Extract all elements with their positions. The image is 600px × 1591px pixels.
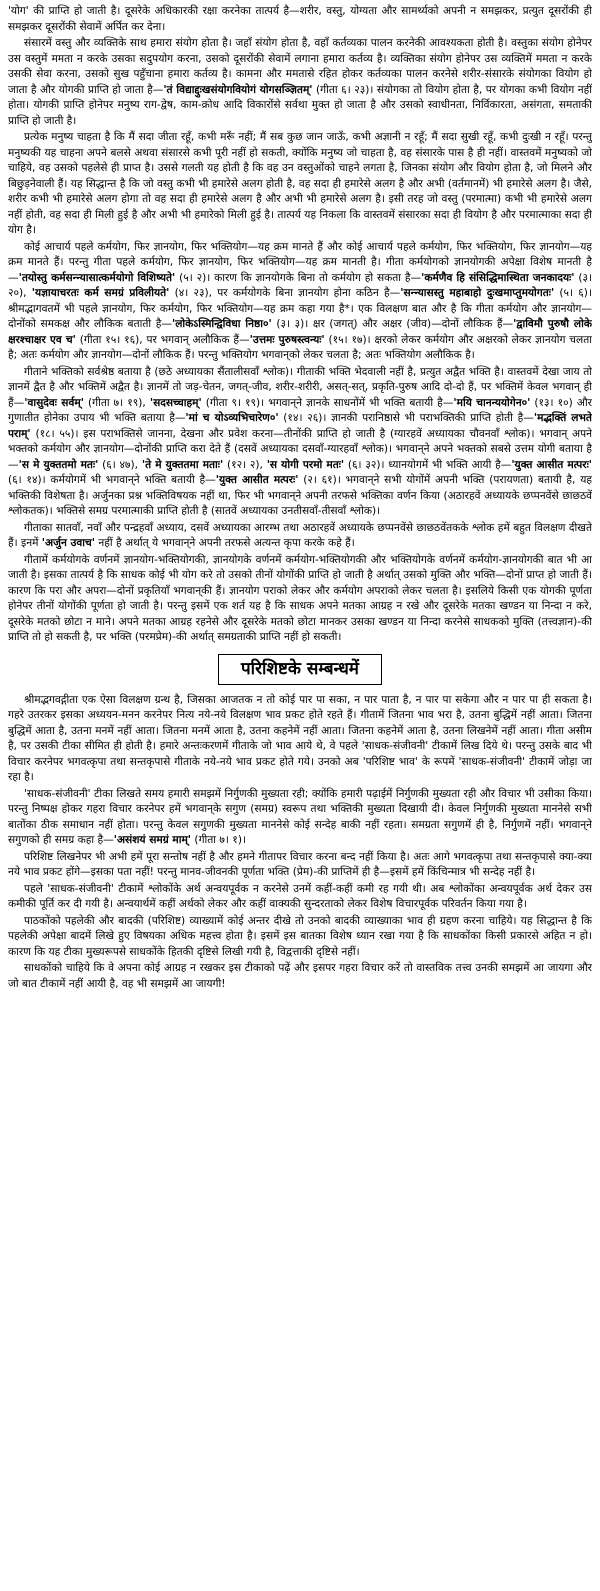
quoted-verse: 'सन्न्यासस्तु महाबाहो दुःखमाप्तुमयोगतः': [400, 287, 555, 299]
paragraph: [8, 693, 592, 786]
paragraph: [8, 787, 592, 849]
quoted-verse: 'युक्त आसीत मत्परः': [215, 474, 299, 486]
text-run: 'साधक-संजीवनी' टीका लिखते समय हमारी समझमें निर्गुणकी मुख्यता रही; क्योंकि हमारी पढ़ाईमें निर्गुणकी मुख्यता रही और विचार भी उसीका किया। परन्तु निष्पक्ष होकर गहरा विचार करनेपर हमें भगवान्‌के सगुण (समग्र) स्वरूप तथा भक्तिकी मुख्यता दिखायी दी। केवल निर्गुणकी मुख्यता माननेसे सभी बातोंका ठीक समाधान नहीं होता। परन्तु केवल सगुणकी मुख्यता माननेसे कोई सन्देह बाकी नहीं रहता। समग्रता सगुणमें ही है, निर्गुणमें नहीं। भगवान्‌ने सगुणको ही समग्र कहा है—: [8, 787, 592, 846]
paragraph: [8, 914, 592, 961]
section-parishisht: [8, 693, 592, 993]
document-page: [8, 4, 592, 1591]
text-run: (गीता १५। १६), पर भगवान् अलौकिक हैं—: [75, 333, 250, 346]
text-run: संसारमें वस्तु और व्यक्तिके साथ हमारा संयोग होता है। जहाँ संयोग होता है, वहाँ कर्तव्यका पालन करनेकी आवश्यकता होती है। वस्तुका संयोग होनेपर उस वस्तुमें ममता न करके उसका सदुपयोग करना, उसको दूसरोंकी सेवामें लगाना हमारा कर्तव्य है। व्यक्तिका संयोग होनेपर उस व्यक्तिमें ममता न करके उसकी सेवा करना, उसको सुख पहुँचाना हमारा कर्तव्य है। कामना और ममतासे रहित होकर कर्तव्यका पालन करनेसे शरीर-संसारके संयोगका वियोग हो जाता है और योगकी प्राप्ति हो जाता है—: [8, 37, 592, 96]
text-run: (गीता ७। १)।: [191, 834, 246, 846]
quoted-verse: 'उत्तमः पुरुषस्त्वन्यः': [249, 333, 325, 346]
text-run: गीतामें कर्मयोगके वर्णनमें ज्ञानयोग-भक्तियोगकी, ज्ञानयोगके वर्णनमें कर्मयोग-भक्तियोगकी और भक्तियोगके वर्णनमें कर्मयोग-ज्ञानयोगकी बात भी आ जाती है। इसका तात्पर्य है कि साधक कोई भी योग करे तो उसको तीनों योगोंकी प्राप्ति हो जाती है अर्थात् उसको मुक्ति और भक्ति—दोनों प्राप्त हो जाती हैं। कारण कि परा और अपरा—दोनों प्रकृतियाँ भगवान्‌की हैं। ज्ञानयोग पराको लेकर और कर्मयोग अपराको लेकर चलता है। इसलिये किसी एक योगकी पूर्णता होनेपर तीनों योगोंकी पूर्णता हो जाती है। परन्तु इसमें एक शर्त यह है कि साधक अपने मतका आग्रह न रखे और दूसरेके मतका खण्डन या निन्दा न करे, दूसरेके मतको छोटा न माने। अपने मतका आग्रह रहनेसे और दूसरेके मतको छोटा मानकर उसका खण्डन या निन्दा करनेसे साधकको मुक्ति (तत्त्वज्ञान)-की प्राप्ति तो हो सकती है, पर भक्ति (परमप्रेम)-की अर्थात् समग्रताकी प्राप्ति नहीं हो सकती।: [8, 553, 592, 643]
quoted-verse: 'ते मे युक्ततमा मताः': [141, 458, 224, 471]
paragraph: [8, 521, 592, 552]
text-run: (३। ३)। क्षर (जगत्) और अक्षर (जीव)—दोनों लौकिक हैं—: [271, 318, 514, 330]
text-run: (१४। २६)। ज्ञानकी परानिष्ठासे भी पराभक्तिकी प्राप्ति होती है—: [278, 412, 534, 424]
quoted-verse: 'तं विद्याद्दुःखसंयोगवियोगं योगसञ्ज्ञितम्': [163, 83, 313, 96]
paragraph: [8, 553, 592, 646]
quoted-verse: 'वासुदेवः सर्वम्': [24, 396, 84, 409]
text-run: (५। ६)। श्रीमद्भागवतमें भी पहले ज्ञानयोग, फिर कर्मयोग, फिर भक्तियोग—यह क्रम कहा गया है*। एक विलक्षण बात और है कि गीता कर्मयोग और ज्ञानयोग—दोनोंको समकक्ष और लौकिक बताती है—: [8, 287, 592, 330]
text-run: (२। ६१)। भगवान्‌ने सभी योगोंमें अपनी भक्ति (परायणता) बतायी है, यह भक्तिकी विशेषता है। अर्जुनका प्रश्न भक्तिविषयक नहीं था, फिर भी भगवान्‌ने अपनी तरफसे भक्तिका वर्णन किया (अठारहवें अध्यायके छप्पनवेंसे छाछठवें श्लोकतक)। भक्तिसे समग्र परमात्माकी प्राप्ति होती है (सातवें अध्यायका उनतीसवाँ-तीसवाँ श्लोक)।: [8, 474, 592, 517]
quoted-verse: 'मां च योऽव्यभिचारेण०': [185, 412, 279, 424]
paragraph: [8, 130, 592, 239]
text-run: परिशिष्ट लिखनेपर भी अभी हमें पूरा सन्तोष नहीं है और हमने गीतापर विचार करना बन्द नहीं किया है। अतः आगे भगवत्कृपा तथा सन्तकृपासे क्या-क्या नये भाव प्रकट होंगे—इसका पता नहीं! परन्तु मानव-जीवनकी पूर्णता भक्ति (प्रेम)-की प्राप्तिमें ही है—इसमें हमें किंचिन्मात्र भी सन्देह नहीं है।: [8, 850, 592, 878]
quoted-verse: 'अर्जुन उवाच': [41, 537, 95, 549]
quoted-verse: 'मद्भक्तिं लभते पराम्': [8, 412, 592, 440]
text-run: (१५। १७)। क्षरको लेकर कर्मयोग और अक्षरको लेकर ज्ञानयोग चलता है; अतः कर्मयोग और ज्ञानयोग—दोनों लौकिक हैं। परन्तु भक्तियोग भगवान्‌को लेकर चलता है; अतः भक्तियोग अलौकिक है।: [8, 333, 592, 361]
quoted-verse: 'असंशयं समग्रं माम्': [113, 834, 192, 846]
text-run: पाठकोंको पहलेकी और बादकी (परिशिष्ट) व्याख्यामें कोई अन्तर दीखे तो उनको बादकी व्याख्याका भाव ही ग्रहण करना चाहिये। यह सिद्धान्त है कि पहलेकी अपेक्षा बादमें लिखे हुए विषयका अधिक महत्त्व होता है। इसमें इस बातका विशेष ध्यान रखा गया है कि साधकोंका किसी प्रकारसे अहित न हो। कारण कि यह टीका मुख्यरूपसे साधकोंके हितकी दृष्टिसे लिखी गयी है, विद्वत्ताकी दृष्टिसे नहीं।: [8, 914, 592, 958]
quoted-verse: 'स मे युक्ततमो मतः': [18, 458, 99, 471]
text-run: (४। २३), पर कर्मयोगके बिना ज्ञानयोग होना कठिन है—: [169, 287, 401, 299]
paragraph: [8, 882, 592, 913]
text-run: (३। २०),: [8, 271, 592, 299]
quoted-verse: 'कर्मणैव हि संसिद्धिमास्थिता जनकादयः': [421, 271, 575, 284]
text-run: पहले 'साधक-संजीवनी' टीकामें श्लोकोंके अर्थ अन्वयपूर्वक न करनेसे उनमें कहीं-कहीं कमी रह गयी थी। अब श्लोकोंका अन्वयपूर्वक अर्थ देकर उस कमीकी पूर्ति कर दी गयी है। अन्वयार्थमें कहीं अर्थको लेकर और कहीं वाक्यकी सुन्दरताको लेकर विशेष विचारपूर्वक परिवर्तन किया गया है।: [8, 882, 592, 910]
paragraph: [8, 365, 592, 520]
text-run: (गीता ६। २३)। संयोगका तो वियोग होता है, पर योगका कभी वियोग नहीं होता। योगकी प्राप्ति होनेपर मनुष्य राग-द्वेष, काम-क्रोध आदि विकारोंसे सर्वथा मुक्त हो जाता है और उसको स्वाधीनता, निर्विकारता, असंगता, समताकी प्राप्ति हो जाती है।: [8, 83, 592, 127]
text-run: 'योग' की प्राप्ति हो जाती है। दूसरेके अधिकारकी रक्षा करनेका तात्पर्य है—शरीर, वस्तु, योग्यता और सामर्थ्यको अपनी न समझकर, प्रत्युत दूसरोंकी ही समझकर दूसरोंकी सेवामें अर्पित कर देना।: [8, 5, 592, 33]
quoted-verse: 'स योगी परमो मतः': [266, 458, 345, 471]
text-run: नहीं है अर्थात् ये भगवान्‌ने अपनी तरफसे अत्यन्त कृपा करके कहे हैं।: [94, 537, 355, 549]
quoted-verse: 'मयि चानन्ययोगेन०': [453, 396, 531, 409]
paragraph: [8, 36, 592, 129]
quoted-verse: 'सदसच्चाहम्': [149, 396, 202, 409]
quoted-verse: 'यज्ञायाचरतः कर्म समग्रं प्रविलीयते': [31, 287, 170, 299]
text-run: (६। ३२)। ध्यानयोगमें भी भक्ति आयी है—: [344, 458, 512, 471]
text-run: (गीता ९। १९)। भगवान्‌ने ज्ञानके साधनोंमें भी भक्ति बतायी है—: [201, 396, 454, 409]
text-run: (६। १४)। कर्मयोगमें भी भगवान्‌ने भक्ति बतायी है—: [8, 474, 216, 486]
paragraph: [8, 240, 592, 364]
text-run: (१८। ५५)। इस पराभक्तिसे जानना, देखना और प्रवेश करना—तीनोंकी प्राप्ति हो जाती है (ग्यारहवें अध्यायका चौवनवाँ श्लोक)। भगवान् अपने भक्तको कर्मयोग और ज्ञानयोग—दोनोंकी प्राप्ति करा देते हैं (दसवें अध्यायका दसवाँ-ग्यारहवाँ श्लोक)। भगवान्‌ने अपने भक्तको सबसे उत्तम योगी बताया है—: [8, 427, 592, 471]
section-heading: परिशिष्टके सम्बन्धमें: [218, 654, 382, 685]
quoted-verse: 'लोकेऽस्मिन्द्विविधा निष्ठा०': [171, 318, 272, 330]
section-gita-yoga: [8, 4, 592, 646]
text-run: प्रत्येक मनुष्य चाहता है कि मैं सदा जीता रहूँ, कभी मरूँ नहीं; मैं सब कुछ जान जाऊँ, कभी अज्ञानी न रहूँ; मैं सदा सुखी रहूँ, कभी दुःखी न रहूँ। परन्तु मनुष्यकी यह चाहना अपने बलसे अथवा संसारसे कभी पूरी नहीं हो सकती, क्योंकि मनुष्य जो चाहता है, वह संसारके पास है ही नहीं। वास्तवमें मनुष्यको जो चाहिये, वह उसको पहलेसे ही प्राप्त है। उससे गलती यह होती है कि वह उन वस्तुओंको चाहने लगता है, जिनका संयोग और वियोग होता है, जो मिलने और बिछुड़नेवाली हैं। यह सिद्धान्त है कि जो वस्तु कभी भी हमारेसे अलग होती है, वह सदा ही हमारेसे अलग है और अभी (वर्तमानमें) भी हमारेसे अलग है। जैसे, शरीर कभी भी हमारेसे अलग होगा तो वह सदा ही हमारेसे अलग है और अभी भी हमारेसे अलग है। इसी तरह जो वस्तु (परमात्मा) कभी भी हमारेसे अलग नहीं होती, वह सदा ही मिली हुई है और अभी भी हमारेको मिली हुई है। तात्पर्य यह निकला कि वास्तवमें संसारका सदा ही वियोग है और परमात्माका सदा ही योग है।: [8, 131, 592, 236]
text-run: (१३। १०) और गुणातीत होनेका उपाय भी भक्ति बताया है—: [8, 396, 592, 424]
text-run: (६। ४७),: [98, 458, 142, 471]
quoted-verse: 'तयोस्तु कर्मसन्न्यासात्कर्मयोगो विशिष्यते': [18, 271, 176, 284]
text-run: (१२। २),: [223, 458, 267, 471]
section-heading-wrap: [8, 654, 592, 685]
text-run: साधकोंको चाहिये कि वे अपना कोई आग्रह न रखकर इस टीकाको पढ़ें और इसपर गहरा विचार करें तो वास्तविक तत्त्व उनकी समझमें आ जायगा और जो बात टीकामें नहीं आयी है, वह भी समझमें आ जायगी!: [8, 962, 592, 990]
text-run: (५। २)। कारण कि ज्ञानयोगके बिना तो कर्मयोग हो सकता है—: [175, 271, 422, 284]
paragraph: [8, 961, 592, 992]
text-run: कोई आचार्य पहले कर्मयोग, फिर ज्ञानयोग, फिर भक्तियोग—यह क्रम मानते हैं और कोई आचार्य पहले कर्मयोग, फिर भक्तियोग, फिर ज्ञानयोग—यह क्रम मानते हैं। परन्तु गीता पहले कर्मयोग, फिर ज्ञानयोग, फिर भक्तियोग—यह क्रम मानती है। गीता कर्मयोगको ज्ञानयोगकी अपेक्षा विशेष मानती है—: [8, 240, 592, 284]
quoted-verse: 'युक्त आसीत मत्परः': [511, 458, 592, 471]
text-run: (गीता ७। १९),: [83, 396, 150, 409]
text-run: श्रीमद्भगवद्गीता एक ऐसा विलक्षण ग्रन्थ है, जिसका आजतक न तो कोई पार पा सका, न पार पाता है, न पार पा सकेगा और न पार पा ही सकता है। गहरे उतरकर इसका अध्ययन-मनन करनेपर नित्य नये-नये विलक्षण भाव प्रकट होते रहते हैं। गीतामें जितना भाव भरा है, उतना बुद्धिमें नहीं आता। जितना बुद्धिमें आता है, उतना मनमें नहीं आता। जितना मनमें आता है, उतना कहनेमें नहीं आता। जितना कहनेमें आता है, उतना लिखनेमें नहीं आता। गीता असीम है, पर उसकी टीका सीमित ही होती है। हमारे अन्तःकरणमें गीताके जो भाव आये थे, वे पहले 'साधक-संजीवनी' टीकामें लिख दिये थे। परन्तु उसके बाद भी विचार करनेपर भगवत्कृपा तथा सन्तकृपासे गीताके नये-नये भाव प्रकट होते गये। उनको अब 'परिशिष्ट भाव' के रूपमें 'साधक-संजीवनी' टीकामें जोड़ा जा रहा है।: [8, 693, 592, 783]
quoted-verse: 'द्वाविमौ पुरुषौ लोके क्षरश्चाक्षर एव च': [8, 318, 592, 346]
text-run: गीताका सातवाँ, नवाँ और पन्द्रहवाँ अध्याय, दसवें अध्यायका आरम्भ तथा अठारहवें अध्यायके छप्पनवेंसे छाछठवेंतकके श्लोक हमें बहुत विलक्षण दीखते हैं। इनमें: [8, 521, 592, 549]
paragraph: [8, 4, 592, 35]
paragraph: [8, 850, 592, 881]
text-run: गीताने भक्तिको सर्वश्रेष्ठ बताया है (छठे अध्यायका सैंतालीसवाँ श्लोक)। गीताकी भक्ति भेदवाली नहीं है, प्रत्युत अद्वैत भक्ति है। वास्तवमें देखा जाय तो ज्ञानमें द्वैत है और भक्तिमें अद्वैत है। ज्ञानमें तो जड़-चेतन, जगत्-जीव, शरीर-शरीरी, असत्-सत्, प्रकृति-पुरुष आदि दो-दो हैं, पर भक्तिमें केवल भगवान् ही हैं—: [8, 365, 592, 409]
